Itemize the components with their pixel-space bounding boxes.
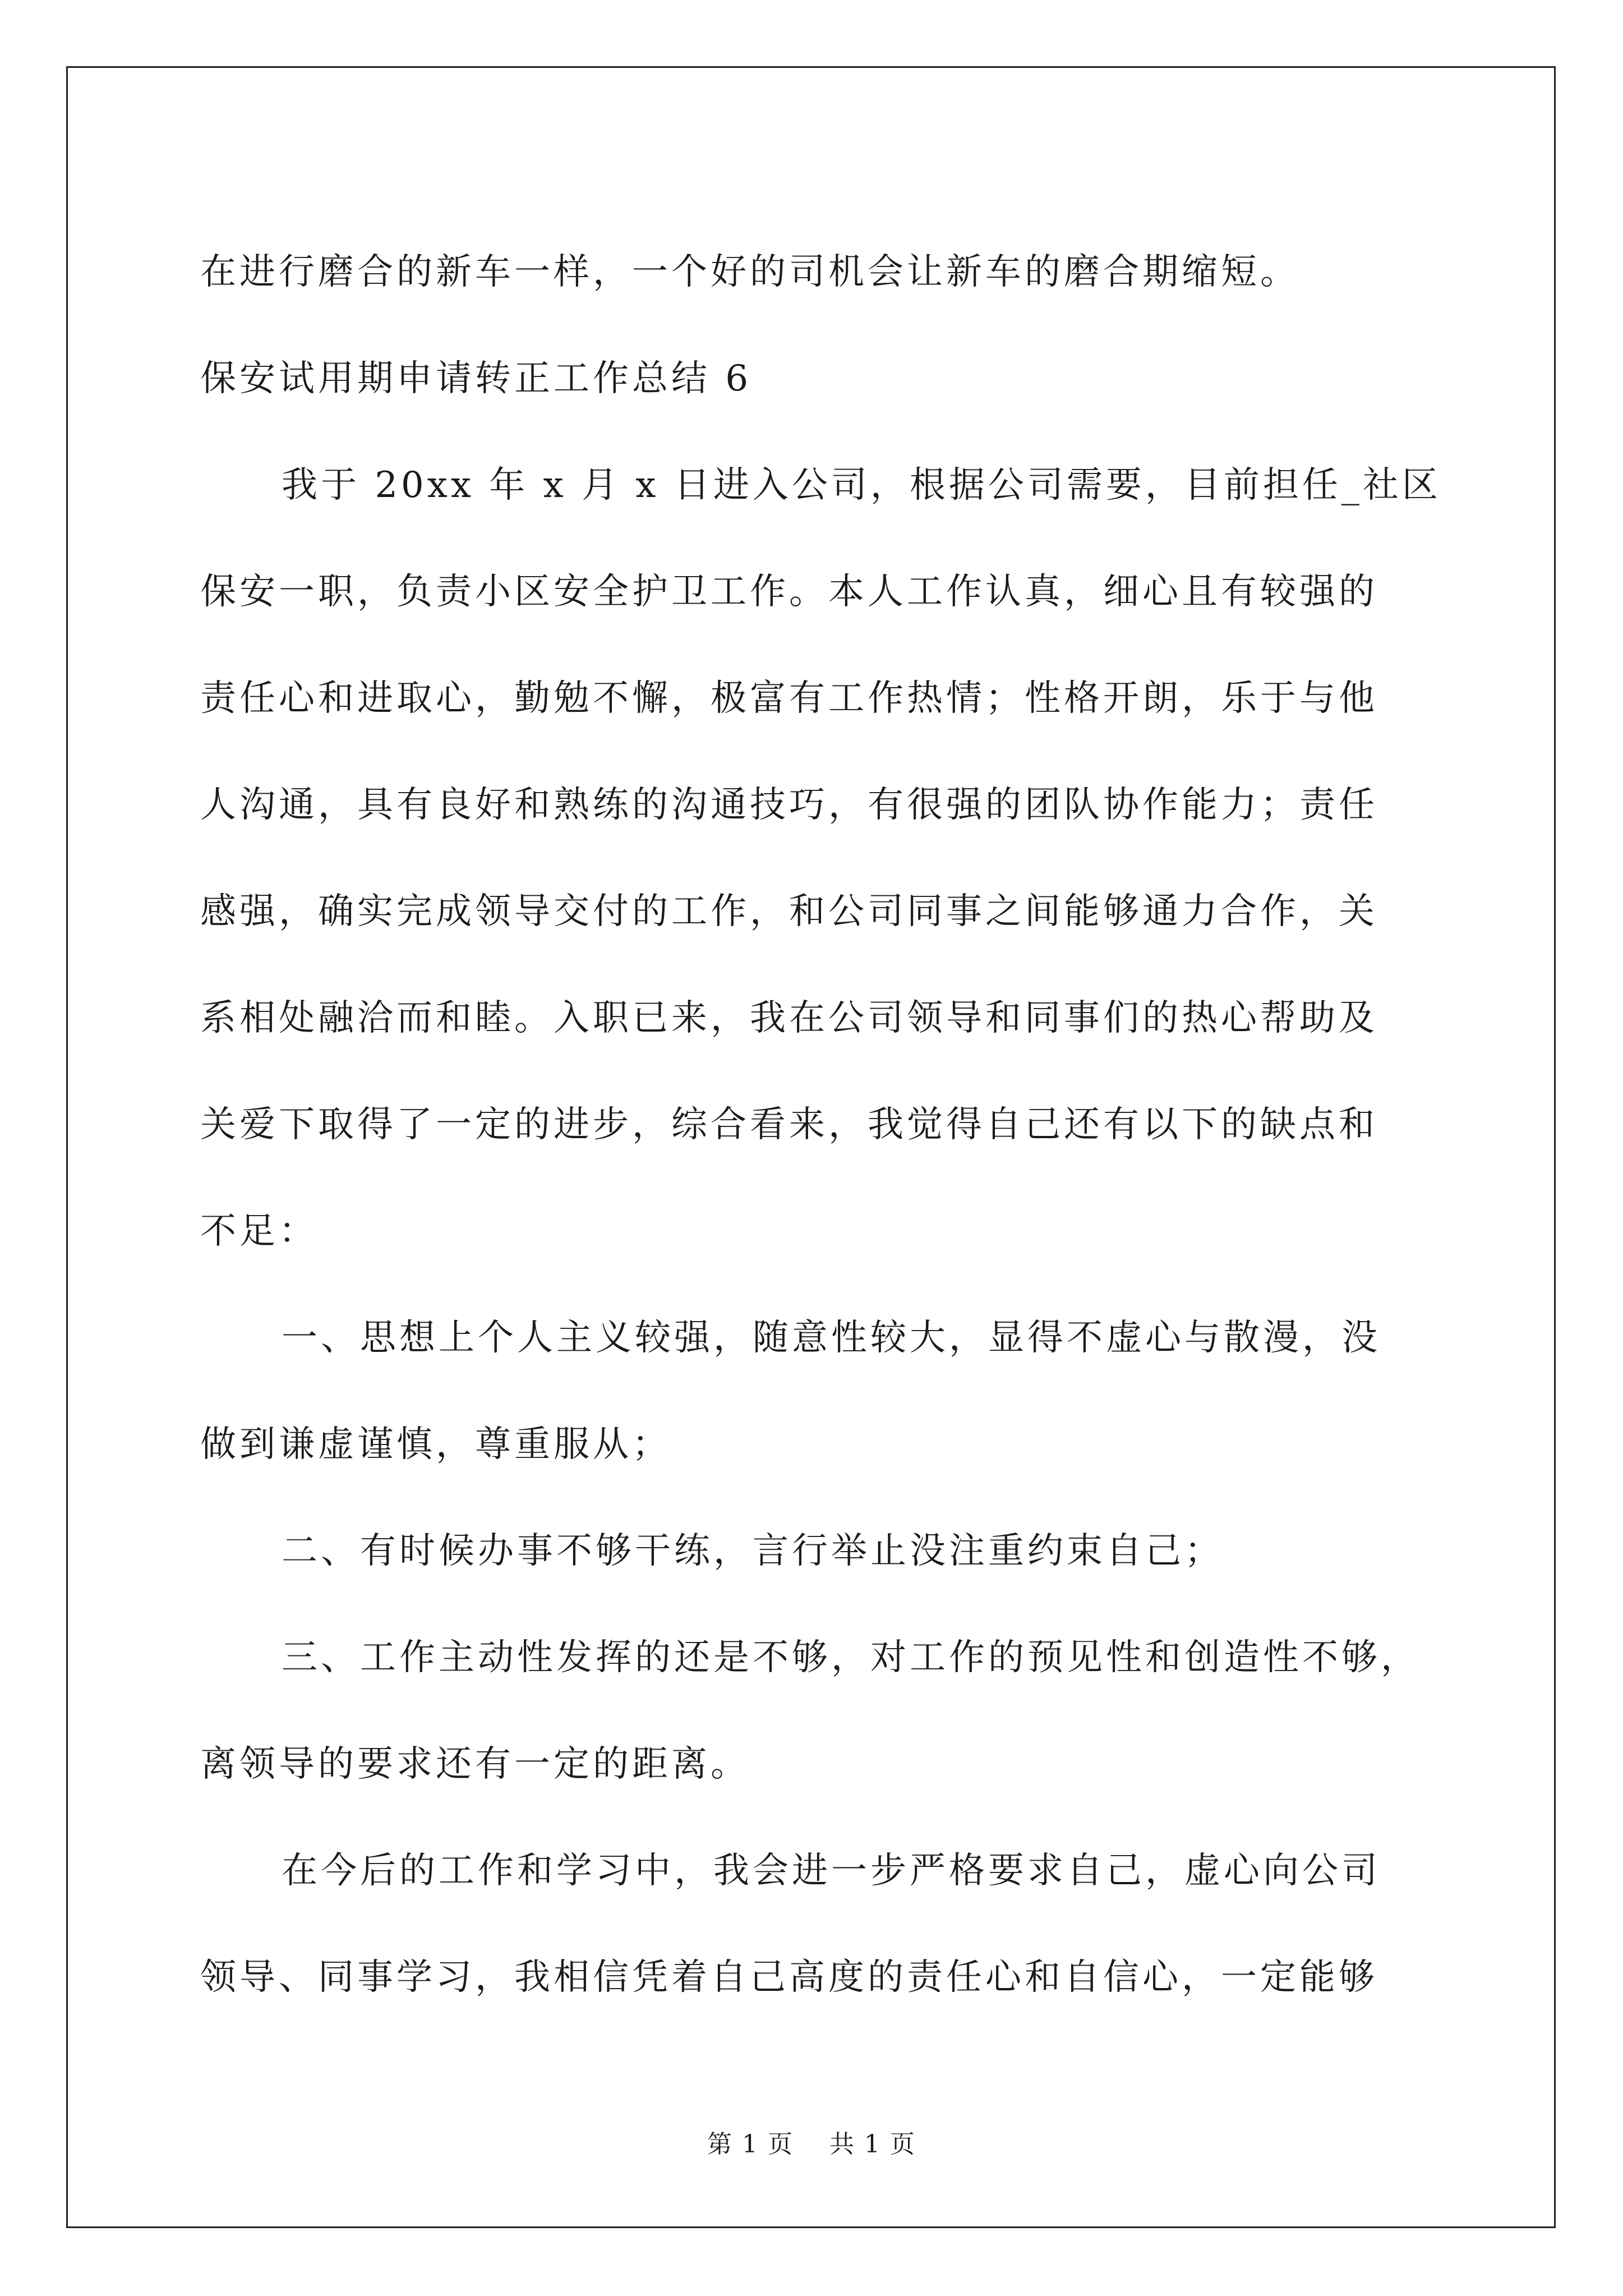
document-body — [200, 219, 1441, 2031]
paragraph-start-line: 三、工作主动性发挥的还是不够，对工作的预见性和创造性不够， — [282, 1637, 1420, 1678]
text-line: 人沟通，具有良好和熟练的沟通技巧，有很强的团队协作能力；责任 — [200, 784, 1378, 826]
text-line: 领导、同事学习，我相信凭着自己高度的责任心和自信心，一定能够 — [200, 1957, 1378, 1998]
text-line: 保安一职，负责小区安全护卫工作。本人工作认真，细心且有较强的 — [200, 571, 1378, 613]
text-line: 关爱下取得了一定的进步，综合看来，我觉得自己还有以下的缺点和 — [200, 1104, 1378, 1145]
text-line: 做到谦虚谨慎，尊重服从； — [200, 1424, 671, 1465]
paragraph-start-line: 一、思想上个人主义较强，随意性较大，显得不虚心与散漫，没 — [282, 1317, 1381, 1359]
text-line: 在进行磨合的新车一样，一个好的司机会让新车的磨合期缩短。 — [200, 251, 1299, 293]
text-line: 感强，确实完成领导交付的工作，和公司同事之间能够通力合作，关 — [200, 891, 1378, 932]
page-number-footer: 第 1 页 共 1 页 — [707, 2130, 916, 2159]
section-heading: 保安试用期申请转正工作总结 6 — [200, 358, 752, 399]
paragraph-start-line: 二、有时候办事不够干练，言行举止没注重约束自己； — [282, 1530, 1224, 1572]
text-line: 不足： — [200, 1211, 318, 1252]
text-line: 离领导的要求还有一定的距离。 — [200, 1743, 750, 1785]
text-line: 系相处融洽而和睦。入职已来，我在公司领导和同事们的热心帮助及 — [200, 997, 1378, 1039]
paragraph-start-line: 在今后的工作和学习中，我会进一步严格要求自己，虚心向公司 — [282, 1850, 1381, 1892]
text-line: 责任心和进取心，勤勉不懈，极富有工作热情；性格开朗，乐于与他 — [200, 678, 1378, 719]
paragraph-start-line: 我于 20xx 年 x 月 x 日进入公司，根据公司需要，目前担任_社区 — [282, 464, 1441, 506]
